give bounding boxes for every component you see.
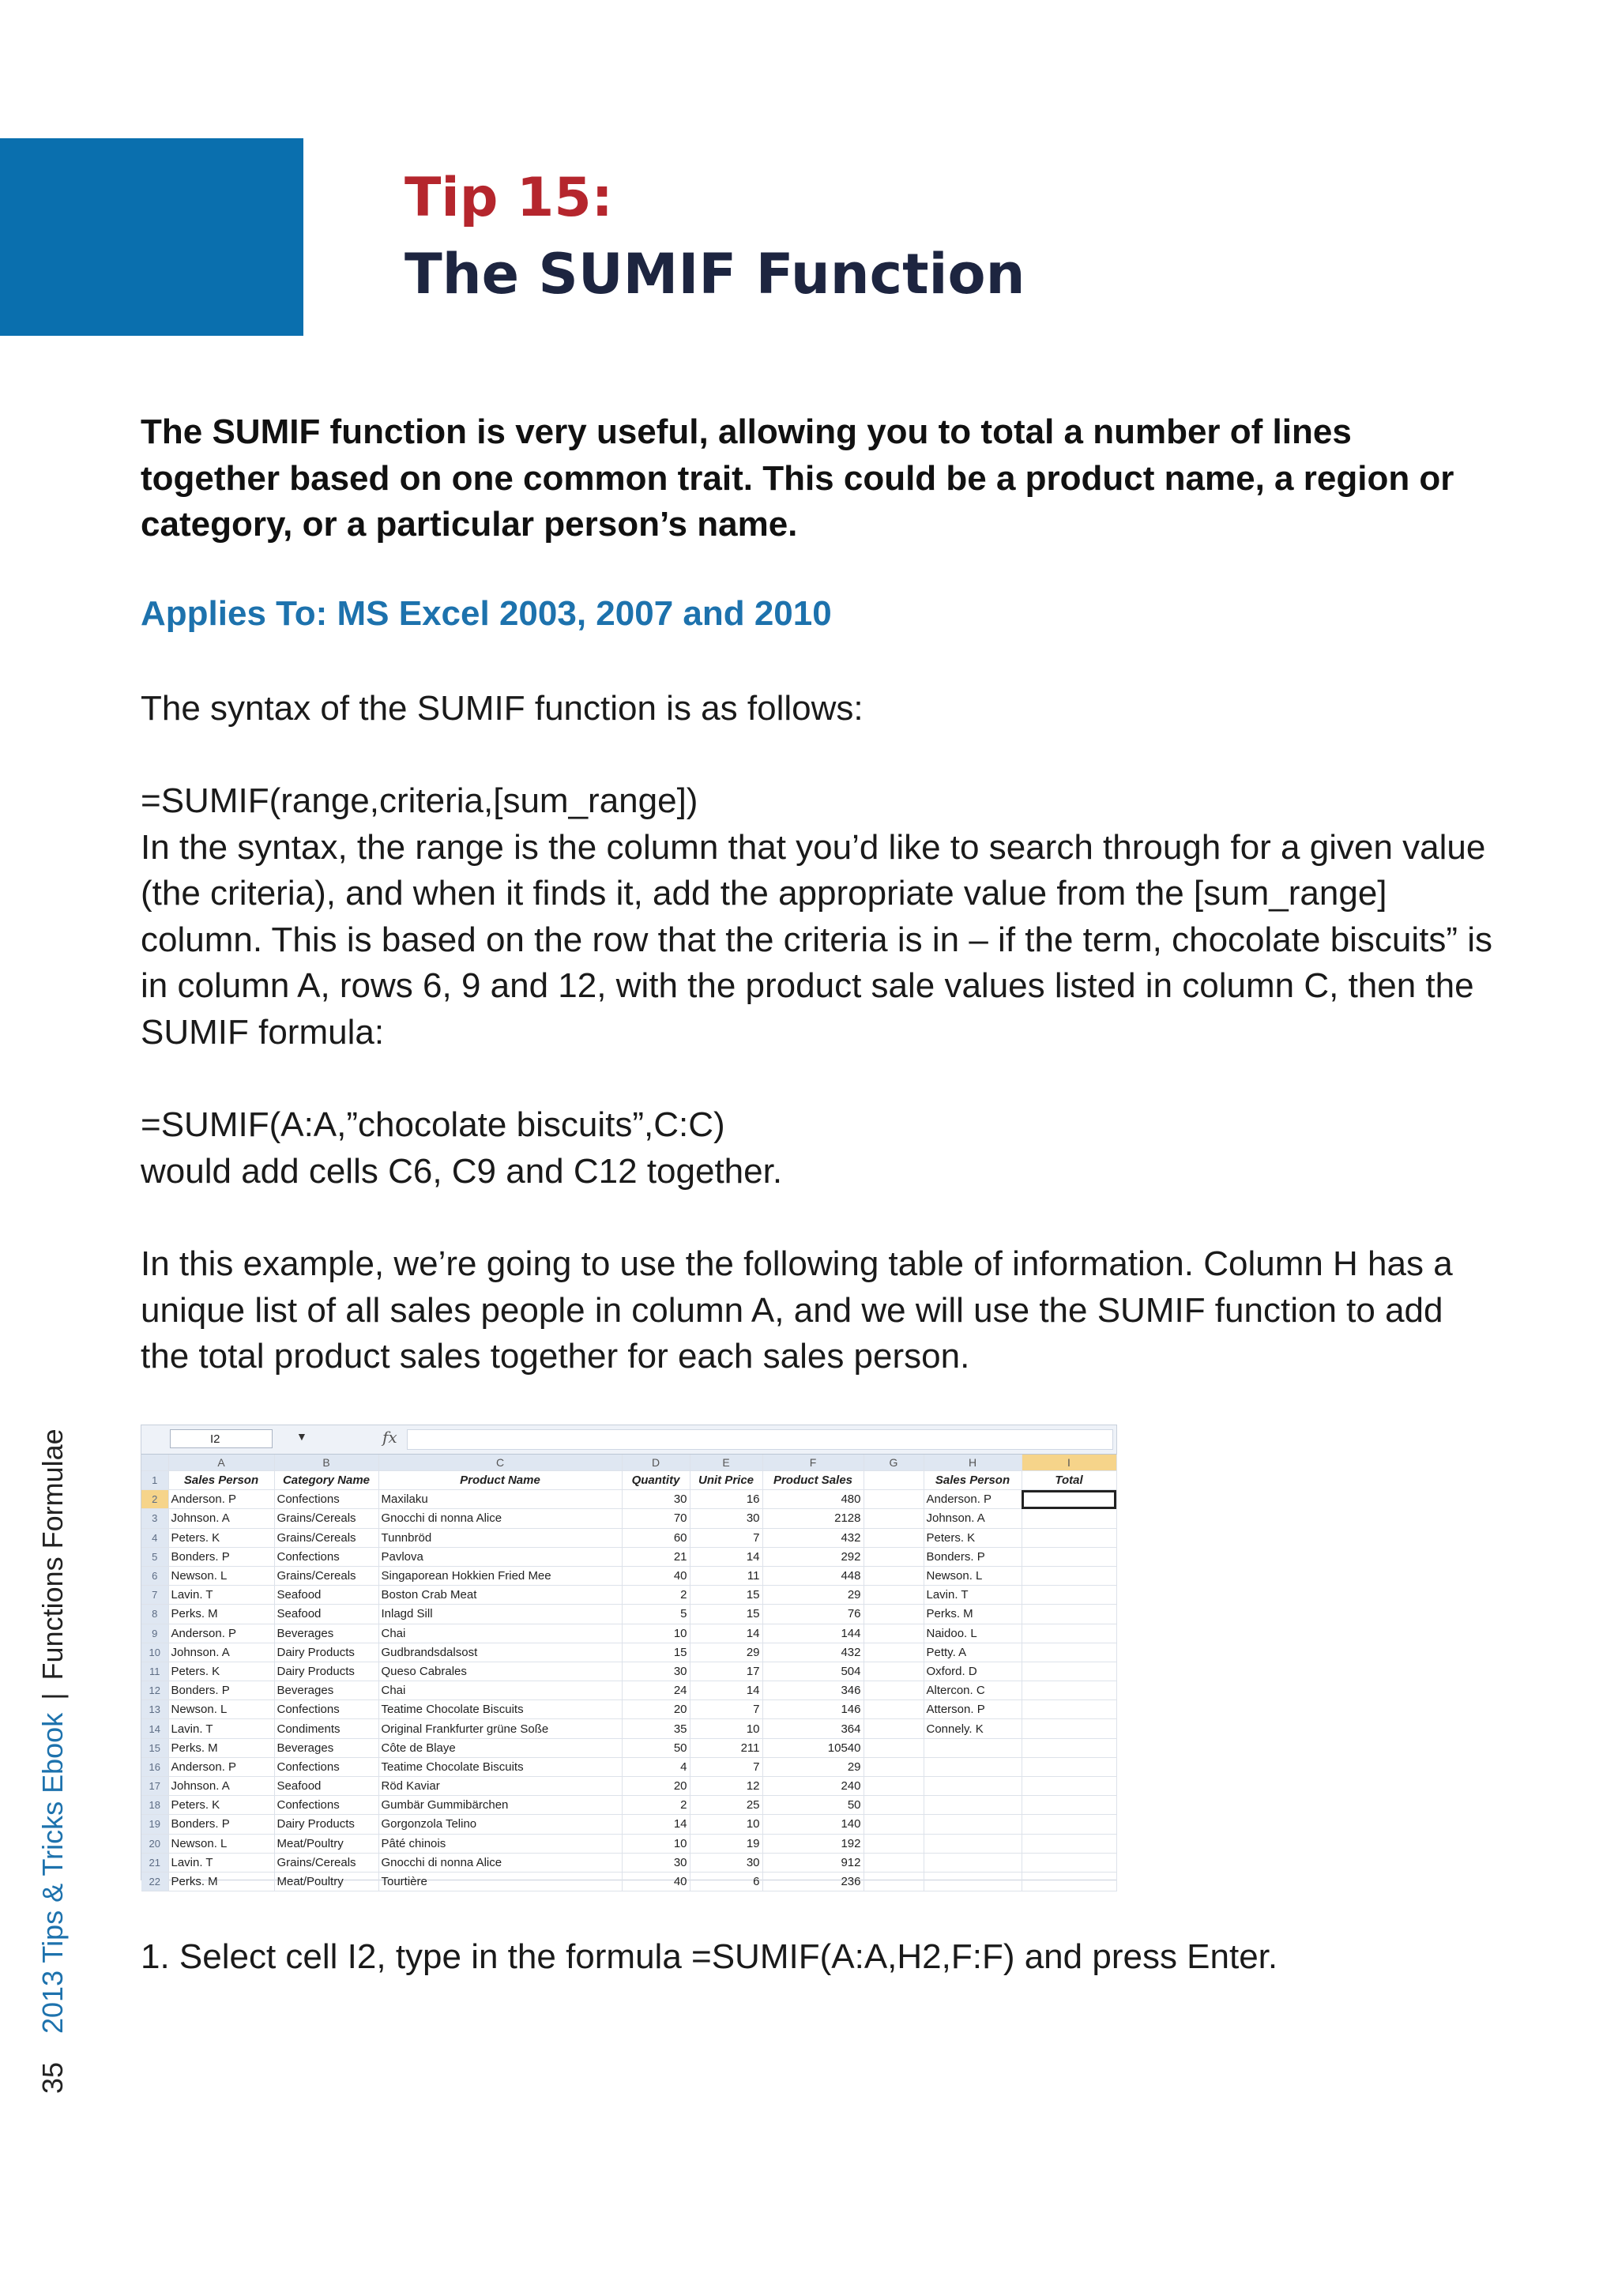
sheet-cell: 5: [622, 1605, 690, 1624]
sheet-cell: Peters. K: [168, 1662, 274, 1681]
sheet-cell: Perks. M: [168, 1605, 274, 1624]
sheet-cell: [864, 1528, 924, 1547]
sheet-cell: Total: [1022, 1471, 1116, 1490]
sheet-cell: Gorgonzola Telino: [378, 1815, 622, 1834]
sheet-cell: 35: [622, 1719, 690, 1738]
sheet-body: [141, 1471, 1116, 1891]
sheet-cell: Johnson. A: [168, 1643, 274, 1662]
sheet-cell: Product Name: [378, 1471, 622, 1490]
sheet-cell: 14: [622, 1815, 690, 1834]
sheet-cell: 448: [762, 1566, 864, 1585]
column-header: A: [168, 1455, 274, 1471]
sheet-cell: 504: [762, 1662, 864, 1681]
sheet-cell: 7: [690, 1757, 762, 1776]
sheet-cell: [864, 1853, 924, 1872]
sheet-cell: Grains/Cereals: [274, 1528, 378, 1547]
row-number: 10: [141, 1643, 168, 1662]
sheet-row: [141, 1815, 1116, 1834]
sheet-cell: 20: [622, 1700, 690, 1719]
sheet-cell: Meat/Poultry: [274, 1872, 378, 1891]
ebook-title: 2013 Tips & Tricks Ebook: [36, 1712, 69, 2034]
sheet-cell: 292: [762, 1547, 864, 1566]
sheet-cell: Johnson. A: [168, 1509, 274, 1528]
sheet-cell: 7: [690, 1700, 762, 1719]
sheet-cell: 7: [690, 1528, 762, 1547]
row-number: 13: [141, 1700, 168, 1719]
sheet-cell: Maxilaku: [378, 1490, 622, 1509]
sheet-cell: Quantity: [622, 1471, 690, 1490]
row-number: 9: [141, 1624, 168, 1643]
sheet-cell: 432: [762, 1528, 864, 1547]
sheet-cell: Sales Person: [924, 1471, 1022, 1490]
sheet-cell: [1022, 1834, 1116, 1853]
column-header: C: [378, 1455, 622, 1471]
sheet-cell: 2: [622, 1586, 690, 1605]
sheet-cell: 240: [762, 1777, 864, 1796]
sheet-cell: Pavlova: [378, 1547, 622, 1566]
sheet-cell: Altercon. C: [924, 1681, 1022, 1700]
sheet-cell: Anderson. P: [168, 1624, 274, 1643]
sheet-cell: Newson. L: [168, 1700, 274, 1719]
row-number: 6: [141, 1566, 168, 1585]
sheet-cell: [1022, 1490, 1116, 1509]
sheet-cell: [924, 1757, 1022, 1776]
sheet-cell: 14: [690, 1624, 762, 1643]
sheet-cell: 40: [622, 1872, 690, 1891]
sheet-row: [141, 1834, 1116, 1853]
sheet-cell: 29: [762, 1757, 864, 1776]
sheet-cell: Peters. K: [924, 1528, 1022, 1547]
sheet-row: [141, 1662, 1116, 1681]
sheet-cell: [924, 1834, 1022, 1853]
sheet-cell: [924, 1872, 1022, 1891]
sheet-cell: 6: [690, 1872, 762, 1891]
sheet-cell: [864, 1547, 924, 1566]
sheet-row: [141, 1738, 1116, 1757]
sheet-cell: Confections: [274, 1547, 378, 1566]
sheet-row: [141, 1777, 1116, 1796]
sheet-cell: 50: [622, 1738, 690, 1757]
sheet-cell: [864, 1815, 924, 1834]
sheet-cell: [1022, 1528, 1116, 1547]
sheet-cell: Bonders. P: [168, 1815, 274, 1834]
sheet-cell: 76: [762, 1605, 864, 1624]
column-header: H: [924, 1455, 1022, 1471]
sheet-cell: Bonders. P: [924, 1547, 1022, 1566]
sheet-cell: 10: [622, 1834, 690, 1853]
sheet-cell: Newson. L: [924, 1566, 1022, 1585]
sheet-cell: Lavin. T: [924, 1586, 1022, 1605]
sheet-cell: 50: [762, 1796, 864, 1815]
sheet-cell: Anderson. P: [924, 1490, 1022, 1509]
sheet-cell: 236: [762, 1872, 864, 1891]
sheet-cell: [864, 1509, 924, 1528]
sheet-cell: [864, 1872, 924, 1891]
sheet-cell: Dairy Products: [274, 1815, 378, 1834]
sheet-cell: [1022, 1643, 1116, 1662]
sheet-cell: [864, 1490, 924, 1509]
sheet-cell: [864, 1719, 924, 1738]
sheet-cell: Bonders. P: [168, 1681, 274, 1700]
sheet-row: [141, 1586, 1116, 1605]
syntax-explanation: In the syntax, the range is the column that you’d like to search through for a given value (the criteria), and when it finds it, add the appropriate value from the [sum_range] column. This is based on the row that the criteria is in – if the term, chocolate biscuits” is in column A, rows 6, 9 and 12, with the product sale values listed in column C, then the SUMIF formula:: [141, 827, 1493, 1052]
sheet-cell: Condiments: [274, 1719, 378, 1738]
sheet-cell: [864, 1738, 924, 1757]
sheet-cell: 2: [622, 1796, 690, 1815]
sheet-cell: Lavin. T: [168, 1719, 274, 1738]
sheet-cell: Boston Crab Meat: [378, 1586, 622, 1605]
sheet-cell: [864, 1586, 924, 1605]
sheet-cell: Newson. L: [168, 1566, 274, 1585]
row-number: 8: [141, 1605, 168, 1624]
tip-number: Tip 15:: [404, 167, 613, 229]
sheet-cell: [924, 1796, 1022, 1815]
select-all-corner: [141, 1455, 168, 1471]
sheet-cell: [1022, 1796, 1116, 1815]
sheet-cell: [1022, 1815, 1116, 1834]
sheet-cell: 4: [622, 1757, 690, 1776]
sheet-cell: Confections: [274, 1796, 378, 1815]
sheet-cell: Queso Cabrales: [378, 1662, 622, 1681]
row-number: 19: [141, 1815, 168, 1834]
sheet-cell: 10: [690, 1815, 762, 1834]
sheet-cell: Peters. K: [168, 1796, 274, 1815]
sheet-cell: [1022, 1719, 1116, 1738]
sheet-cell: Gnocchi di nonna Alice: [378, 1853, 622, 1872]
sheet-cell: [1022, 1662, 1116, 1681]
sheet-cell: Atterson. P: [924, 1700, 1022, 1719]
sheet-cell: 25: [690, 1796, 762, 1815]
sheet-cell: Sales Person: [168, 1471, 274, 1490]
sheet-cell: Grains/Cereals: [274, 1566, 378, 1585]
sheet-cell: Dairy Products: [274, 1662, 378, 1681]
sheet-cell: 346: [762, 1681, 864, 1700]
column-header: F: [762, 1455, 864, 1471]
sheet-cell: 364: [762, 1719, 864, 1738]
sheet-row: [141, 1566, 1116, 1585]
sheet-cell: 912: [762, 1853, 864, 1872]
sheet-cell: [864, 1681, 924, 1700]
sheet-cell: Gudbrandsdalsost: [378, 1643, 622, 1662]
row-number: 22: [141, 1872, 168, 1891]
sheet-row: [141, 1700, 1116, 1719]
sheet-cell: Gnocchi di nonna Alice: [378, 1509, 622, 1528]
sheet-cell: 17: [690, 1662, 762, 1681]
sheet-cell: Grains/Cereals: [274, 1853, 378, 1872]
sheet-cell: [1022, 1624, 1116, 1643]
sheet-row: [141, 1757, 1116, 1776]
sheet-header-row: [141, 1471, 1116, 1490]
sheet-row: [141, 1796, 1116, 1815]
sheet-cell: [1022, 1566, 1116, 1585]
row-number: 15: [141, 1738, 168, 1757]
sheet-cell: [864, 1777, 924, 1796]
sheet-row: [141, 1509, 1116, 1528]
page-title: [404, 162, 1025, 314]
accent-block: [0, 138, 303, 336]
sheet-cell: [864, 1624, 924, 1643]
formula-input: [407, 1429, 1113, 1450]
sheet-cell: 16: [690, 1490, 762, 1509]
sheet-cell: Lavin. T: [168, 1853, 274, 1872]
syntax-intro: The syntax of the SUMIF function is as follows:: [141, 689, 864, 728]
formula-bar: [141, 1425, 1116, 1455]
step-1: 1. Select cell I2, type in the formula =SUMIF(A:A,H2,F:F) and press Enter.: [141, 1937, 1278, 1976]
example-result: would add cells C6, C9 and C12 together.: [141, 1151, 783, 1191]
sheet-cell: 432: [762, 1643, 864, 1662]
sheet-cell: Newson. L: [168, 1834, 274, 1853]
section-title: Functions Formulae: [36, 1428, 69, 1681]
sheet-cell: [1022, 1777, 1116, 1796]
column-header: D: [622, 1455, 690, 1471]
column-header: I: [1022, 1455, 1116, 1471]
sheet-cell: 15: [690, 1605, 762, 1624]
sheet-cell: Confections: [274, 1757, 378, 1776]
row-number: 1: [141, 1471, 168, 1490]
sheet-cell: Johnson. A: [924, 1509, 1022, 1528]
sheet-cell: [1022, 1681, 1116, 1700]
sheet-row: [141, 1681, 1116, 1700]
sheet-cell: [1022, 1853, 1116, 1872]
sheet-cell: 24: [622, 1681, 690, 1700]
sheet-cell: 12: [690, 1777, 762, 1796]
sheet-row: [141, 1624, 1116, 1643]
sheet-cell: Confections: [274, 1490, 378, 1509]
sheet-cell: [864, 1834, 924, 1853]
sheet-cell: Naidoo. L: [924, 1624, 1022, 1643]
sheet-row: [141, 1719, 1116, 1738]
sheet-cell: 40: [622, 1566, 690, 1585]
sheet-cell: Beverages: [274, 1681, 378, 1700]
sheet-cell: 29: [762, 1586, 864, 1605]
sheet-cell: 140: [762, 1815, 864, 1834]
sheet-cell: [1022, 1509, 1116, 1528]
sheet-row: [141, 1643, 1116, 1662]
sheet-cell: 15: [690, 1586, 762, 1605]
applies-to: Applies To: MS Excel 2003, 2007 and 2010: [141, 594, 832, 633]
row-number: 2: [141, 1490, 168, 1509]
sheet-cell: Anderson. P: [168, 1757, 274, 1776]
row-number: 3: [141, 1509, 168, 1528]
example-formula: =SUMIF(A:A,”chocolate biscuits”,C:C): [141, 1105, 725, 1145]
sheet-cell: Original Frankfurter grüne Soße: [378, 1719, 622, 1738]
sheet-row: [141, 1490, 1116, 1509]
column-header: G: [864, 1455, 924, 1471]
sheet-cell: Perks. M: [924, 1605, 1022, 1624]
sheet-cell: [1022, 1586, 1116, 1605]
sheet-row: [141, 1528, 1116, 1547]
sheet-row: [141, 1605, 1116, 1624]
sheet-cell: 21: [622, 1547, 690, 1566]
row-number: 18: [141, 1796, 168, 1815]
sheet-cell: Seafood: [274, 1777, 378, 1796]
sheet-cell: 30: [622, 1662, 690, 1681]
sheet-cell: 146: [762, 1700, 864, 1719]
sheet-cell: Johnson. A: [168, 1777, 274, 1796]
page-sidebar: [32, 1304, 74, 2094]
sheet-cell: Meat/Poultry: [274, 1834, 378, 1853]
row-number: 16: [141, 1757, 168, 1776]
sheet-cell: [864, 1662, 924, 1681]
sheet-cell: [924, 1815, 1022, 1834]
sheet-cell: Singaporean Hokkien Fried Mee: [378, 1566, 622, 1585]
syntax-section: [141, 778, 1499, 1195]
sheet-cell: [924, 1738, 1022, 1757]
sheet-cell: [1022, 1605, 1116, 1624]
syntax-formula: =SUMIF(range,criteria,[sum_range]): [141, 781, 698, 820]
sheet-cell: [864, 1757, 924, 1776]
sheet-row: [141, 1853, 1116, 1872]
sidebar-separator: |: [36, 1692, 69, 1700]
sheet-cell: Tunnbröd: [378, 1528, 622, 1547]
sheet-cell: Bonders. P: [168, 1547, 274, 1566]
sheet-cell: Petty. A: [924, 1643, 1022, 1662]
column-header: B: [274, 1455, 378, 1471]
row-number: 5: [141, 1547, 168, 1566]
name-box-dropdown-icon: ▼: [296, 1430, 307, 1443]
sheet-cell: Pâté chinois: [378, 1834, 622, 1853]
page-number: 35: [36, 2061, 69, 2094]
sheet-cell: 10: [622, 1624, 690, 1643]
row-number: 7: [141, 1586, 168, 1605]
sheet-cell: 19: [690, 1834, 762, 1853]
sheet-cell: Oxford. D: [924, 1662, 1022, 1681]
sheet-cell: [864, 1605, 924, 1624]
row-number: 17: [141, 1777, 168, 1796]
sheet-cell: [864, 1471, 924, 1490]
sheet-cell: [864, 1700, 924, 1719]
sheet-cell: 60: [622, 1528, 690, 1547]
sheet-cell: Chai: [378, 1624, 622, 1643]
sheet-cell: 10540: [762, 1738, 864, 1757]
sheet-cell: Peters. K: [168, 1528, 274, 1547]
sheet-cell: [864, 1643, 924, 1662]
sheet-cell: 211: [690, 1738, 762, 1757]
sheet-cell: [864, 1566, 924, 1585]
column-header-row: [141, 1455, 1116, 1471]
sheet-grid: [141, 1455, 1117, 1891]
row-number: 4: [141, 1528, 168, 1547]
sheet-cell: 14: [690, 1547, 762, 1566]
sheet-cell: Seafood: [274, 1586, 378, 1605]
sheet-cell: 2128: [762, 1509, 864, 1528]
row-number: 21: [141, 1853, 168, 1872]
sheet-cell: 30: [690, 1509, 762, 1528]
sheet-row: [141, 1547, 1116, 1566]
sheet-cell: 30: [622, 1490, 690, 1509]
row-number: 11: [141, 1662, 168, 1681]
sheet-cell: 10: [690, 1719, 762, 1738]
sheet-cell: Seafood: [274, 1605, 378, 1624]
sheet-cell: Unit Price: [690, 1471, 762, 1490]
sheet-cell: Gumbär Gummibärchen: [378, 1796, 622, 1815]
sheet-cell: [1022, 1700, 1116, 1719]
sheet-cell: [864, 1796, 924, 1815]
sheet-cell: Inlagd Sill: [378, 1605, 622, 1624]
row-number: 14: [141, 1719, 168, 1738]
sheet-cell: 480: [762, 1490, 864, 1509]
spreadsheet-screenshot: [141, 1425, 1117, 1889]
sheet-cell: 15: [622, 1643, 690, 1662]
sheet-cell: Perks. M: [168, 1872, 274, 1891]
fx-icon: fx: [382, 1428, 397, 1447]
sheet-cell: Beverages: [274, 1738, 378, 1757]
sheet-cell: Confections: [274, 1700, 378, 1719]
sheet-cell: Röd Kaviar: [378, 1777, 622, 1796]
sheet-cell: Perks. M: [168, 1738, 274, 1757]
sheet-cell: 30: [690, 1853, 762, 1872]
sheet-cell: Teatime Chocolate Biscuits: [378, 1757, 622, 1776]
sheet-cell: Dairy Products: [274, 1643, 378, 1662]
row-number: 12: [141, 1681, 168, 1700]
sheet-cell: [1022, 1547, 1116, 1566]
tip-title: The SUMIF Function: [404, 242, 1025, 307]
sheet-cell: 29: [690, 1643, 762, 1662]
sheet-cell: Côte de Blaye: [378, 1738, 622, 1757]
example-intro: In this example, we’re going to use the following table of information. Column H has a unique list of all sales people in column A, and we will use the SUMIF function to add the total product sales together for each sales person.: [141, 1244, 1453, 1376]
sheet-cell: 30: [622, 1853, 690, 1872]
sheet-cell: Chai: [378, 1681, 622, 1700]
intro-paragraph: The SUMIF function is very useful, allowing you to total a number of lines together based on one common trait. This could be a product name, a region or category, or a particular person’s name.: [141, 412, 1454, 544]
sheet-cell: Category Name: [274, 1471, 378, 1490]
sheet-cell: 14: [690, 1681, 762, 1700]
sheet-cell: Product Sales: [762, 1471, 864, 1490]
sheet-cell: Anderson. P: [168, 1490, 274, 1509]
sheet-cell: Lavin. T: [168, 1586, 274, 1605]
sheet-cell: [1022, 1738, 1116, 1757]
sheet-cell: [924, 1777, 1022, 1796]
row-number: 20: [141, 1834, 168, 1853]
sheet-cell: Grains/Cereals: [274, 1509, 378, 1528]
sheet-cell: 192: [762, 1834, 864, 1853]
sheet-cell: Teatime Chocolate Biscuits: [378, 1700, 622, 1719]
sheet-cell: [1022, 1757, 1116, 1776]
sheet-row: [141, 1872, 1116, 1891]
sheet-cell: Tourtière: [378, 1872, 622, 1891]
column-header: E: [690, 1455, 762, 1471]
sheet-cell: Connely. K: [924, 1719, 1022, 1738]
sheet-cell: 144: [762, 1624, 864, 1643]
sheet-cell: [924, 1853, 1022, 1872]
sheet-cell: Beverages: [274, 1624, 378, 1643]
name-box: I2: [170, 1429, 273, 1448]
sheet-cell: 70: [622, 1509, 690, 1528]
sheet-cell: 11: [690, 1566, 762, 1585]
sheet-cell: [1022, 1872, 1116, 1891]
sheet-cell: 20: [622, 1777, 690, 1796]
